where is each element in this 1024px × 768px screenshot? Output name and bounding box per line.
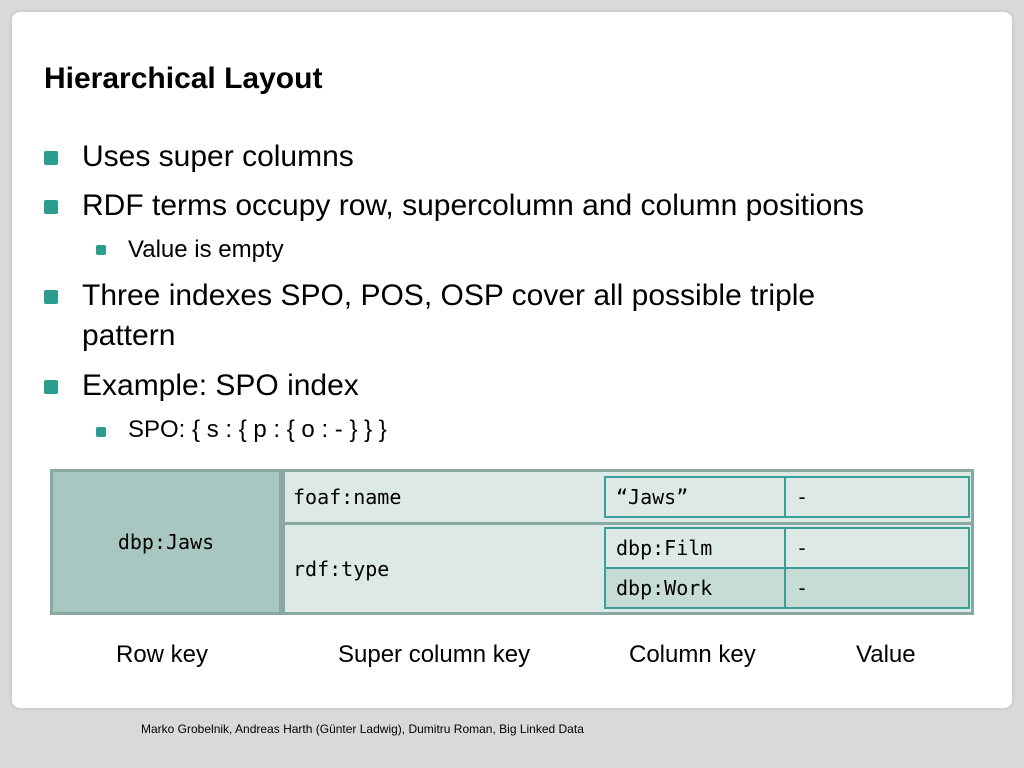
bullet-three-indexes: Three indexes SPO, POS, OSP cover all possible triple xyxy=(82,279,816,312)
bullet-example-spo: Example: SPO index xyxy=(82,369,359,402)
bullet-three-indexes-cont: pattern xyxy=(82,319,176,352)
bullet-marker xyxy=(44,151,58,165)
bullet-rdf-terms: RDF terms occupy row, supercolumn and column positions xyxy=(82,189,864,222)
label-column-key: Column key xyxy=(629,641,756,668)
value-cell: - xyxy=(784,567,970,609)
value-cell: - xyxy=(784,527,970,569)
label-value: Value xyxy=(856,641,916,668)
column-key-cell: dbp:Film xyxy=(604,527,786,569)
sub-bullet-spo-structure: SPO: { s : { p : { o : - } } } xyxy=(128,416,387,443)
sub-bullet-marker xyxy=(96,427,106,437)
column-key-cell: “Jaws” xyxy=(604,476,786,518)
sub-bullet-value-empty: Value is empty xyxy=(128,236,284,263)
bullet-marker xyxy=(44,290,58,304)
slide-title: Hierarchical Layout xyxy=(44,62,323,95)
label-row-key: Row key xyxy=(116,641,209,668)
row-key-cell: dbp:Jaws xyxy=(50,469,282,615)
label-super-column-key: Super column key xyxy=(338,641,531,668)
spo-layout-diagram xyxy=(50,469,974,615)
sub-bullet-marker xyxy=(96,245,106,255)
slide-footer: Marko Grobelnik, Andreas Harth (Günter Ladwig), Dumitru Roman, Big Linked Data xyxy=(141,722,584,736)
super-column-label: rdf:type xyxy=(293,556,390,581)
column-key-cell: dbp:Work xyxy=(604,567,786,609)
bullet-marker xyxy=(44,380,58,394)
bullet-marker xyxy=(44,200,58,214)
value-cell: - xyxy=(784,476,970,518)
bullet-uses-super-columns: Uses super columns xyxy=(82,140,354,173)
super-column-label: foaf:name xyxy=(293,485,402,509)
